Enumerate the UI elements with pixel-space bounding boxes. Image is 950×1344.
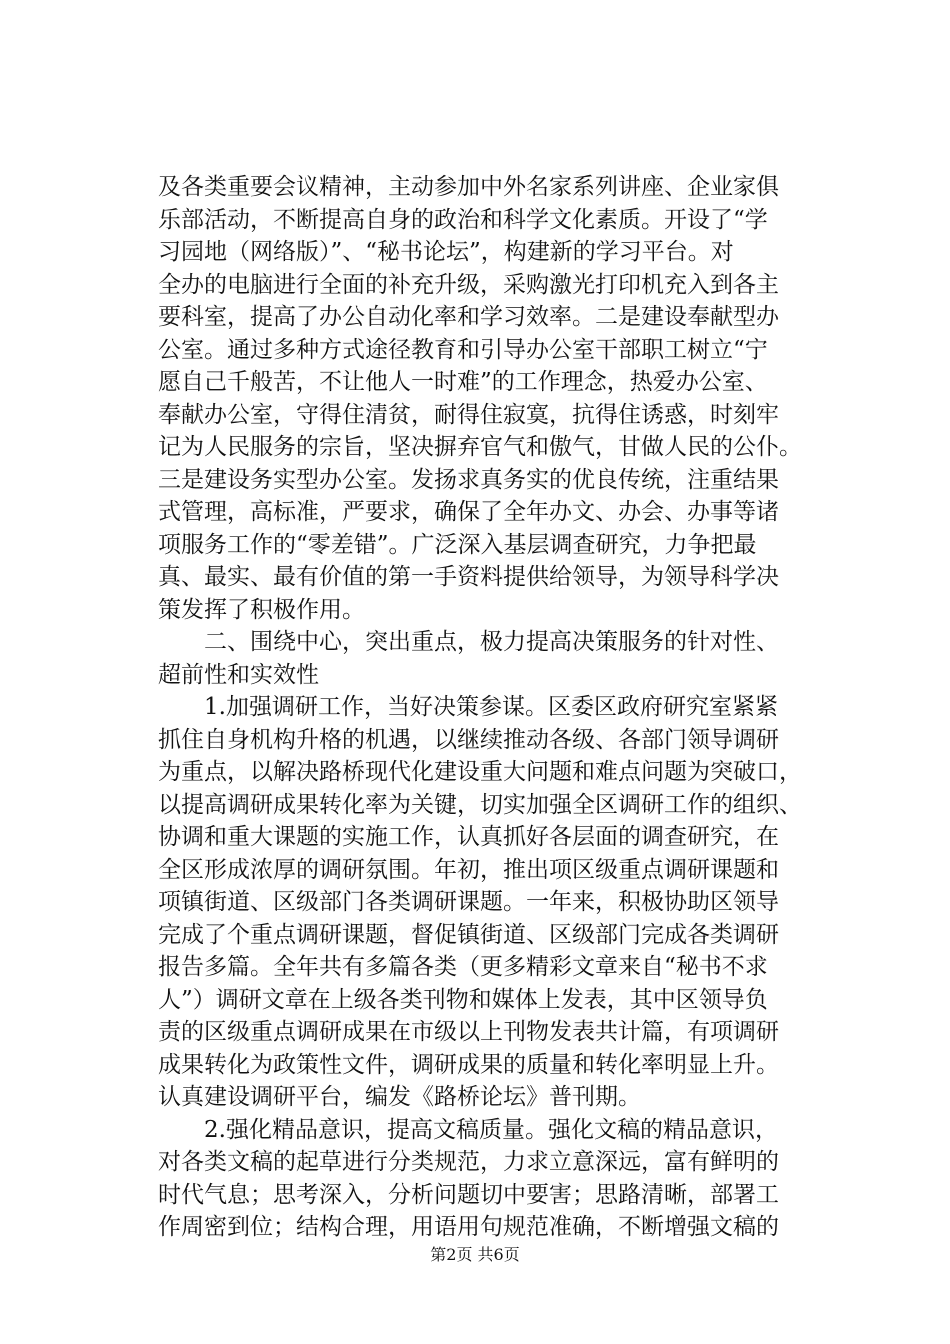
text-line: 记为人民服务的宗旨，坚决摒弃官气和傲气，甘做人民的公仆。	[158, 434, 802, 460]
text-line: 2.强化精品意识，提高文稿质量。强化文稿的精品意识，	[158, 1116, 778, 1143]
text-line: 项服务工作的“零差错”。广泛深入基层调查研究，力争把最	[158, 531, 757, 558]
text-line: 全办的电脑进行全面的补充升级，采购激光打印机充入到各主	[158, 271, 779, 298]
text-line: 1.加强调研工作，当好决策参谋。区委区政府研究室紧紧	[158, 694, 778, 720]
text-line: 奉献办公室，守得住清贫，耐得住寂寞，抗得住诱惑，时刻牢	[158, 401, 779, 428]
body-text	[158, 171, 838, 1244]
text-line: 时代气息；思考深入，分析问题切中要害；思路清晰，部署工	[158, 1181, 779, 1208]
text-line: 作周密到位；结构合理，用语用句规范准确，不断增强文稿的	[158, 1214, 779, 1240]
text-line: 成果转化为政策性文件，调研成果的质量和转化率明显上升。	[158, 1051, 779, 1078]
text-line: 全区形成浓厚的调研氛围。年初，推出项区级重点调研课题和	[158, 856, 779, 883]
text-line: 完成了个重点调研课题，督促镇街道、区级部门完成各类调研	[158, 921, 779, 948]
text-line: 式管理，高标准，严要求，确保了全年办文、办会、办事等诸	[158, 499, 779, 525]
text-line: 乐部活动，不断提高自身的政治和科学文化素质。开设了“学	[158, 206, 768, 233]
section-heading-line: 超前性和实效性	[158, 661, 319, 688]
text-line: 认真建设调研平台，编发《路桥论坛》普刊期。	[158, 1084, 641, 1110]
text-line: 策发挥了积极作用。	[158, 596, 365, 623]
text-line: 报告多篇。全年共有多篇各类（更多精彩文章来自“秘书不求	[158, 954, 768, 980]
text-line: 项镇街道、区级部门各类调研课题。一年来，积极协助区领导	[158, 889, 779, 915]
section-heading-line: 二、围绕中心，突出重点，极力提高决策服务的针对性、	[158, 629, 779, 655]
text-line: 人”）调研文章在上级各类刊物和媒体上发表，其中区领导负	[158, 986, 768, 1013]
text-line: 以提高调研成果转化率为关键，切实加强全区调研工作的组织、	[158, 791, 802, 818]
text-line: 要科室，提高了办公自动化率和学习效率。二是建设奉献型办	[158, 304, 779, 330]
text-line: 责的区级重点调研成果在市级以上刊物发表共计篇，有项调研	[158, 1019, 779, 1045]
text-line: 三是建设务实型办公室。发扬求真务实的优良传统，注重结果	[158, 466, 779, 493]
text-line: 习园地（网络版）”、“秘书论坛”，构建新的学习平台。对	[158, 239, 734, 265]
text-line: 抓住自身机构升格的机遇，以继续推动各级、各部门领导调研	[158, 726, 779, 753]
text-line: 及各类重要会议精神，主动参加中外名家系列讲座、企业家俱	[158, 174, 779, 200]
text-line: 协调和重大课题的实施工作，认真抓好各层面的调查研究，在	[158, 824, 779, 850]
text-line: 对各类文稿的起草进行分类规范，力求立意深远，富有鲜明的	[158, 1149, 779, 1175]
text-line: 愿自己千般苦，不让他人一时难”的工作理念，热爱办公室、	[158, 369, 768, 395]
text-line: 公室。通过多种方式途径教育和引导办公室干部职工树立“宁	[158, 336, 768, 363]
text-line: 为重点，以解决路桥现代化建设重大问题和难点问题为突破口，	[158, 759, 802, 785]
text-line: 真、最实、最有价值的第一手资料提供给领导，为领导科学决	[158, 564, 779, 590]
page-footer: 第2页 共6页	[430, 1245, 520, 1264]
